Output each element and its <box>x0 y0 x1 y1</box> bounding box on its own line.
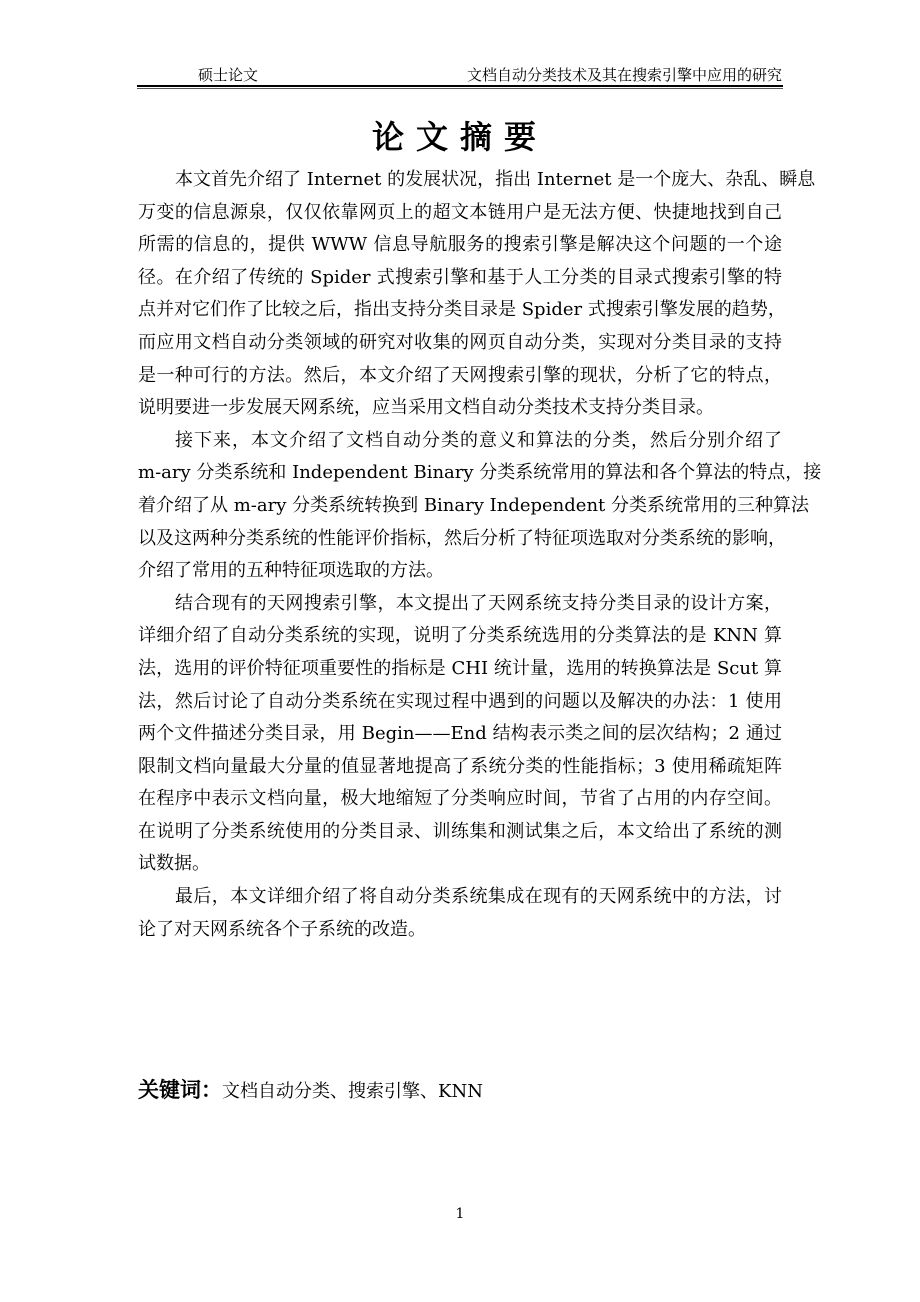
text-line: 说明要进一步发展天网系统，应当采用文档自动分类技术支持分类目录。 <box>138 397 714 419</box>
text-line: 以及这两种分类系统的性能评价指标，然后分析了特征项选取对分类系统的影响， <box>138 527 786 549</box>
text-line: 论了对天网系统各个子系统的改造。 <box>138 918 426 940</box>
text-line: m-ary 分类系统和 Independent Binary 分类系统常用的算法和各个算法的特点，接 <box>138 462 822 484</box>
text-line: 所需的信息的，提供 WWW 信息导航服务的搜索引擎是解决这个问题的一个途 <box>138 234 782 256</box>
paragraph <box>138 588 782 881</box>
text-line: 径。在介绍了传统的 Spider 式搜索引擎和基于人工分类的目录式搜索引擎的特 <box>138 266 782 288</box>
keywords-value: 文档自动分类、搜索引擎、KNN <box>222 1081 483 1102</box>
paragraph <box>138 881 782 946</box>
text-line: 本文首先介绍了 Internet 的发展状况，指出 Internet 是一个庞大、杂乱、瞬息 <box>175 169 816 190</box>
text-line: 在程序中表示文档向量，极大地缩短了分类响应时间，节省了占用的内存空间。 <box>138 788 782 810</box>
header-rule-thin <box>137 88 783 89</box>
keywords <box>138 1074 483 1104</box>
paragraph <box>138 425 822 588</box>
text-line: 结合现有的天网搜索引擎，本文提出了天网系统支持分类目录的设计方案， <box>175 592 782 614</box>
header-left: 硕士论文 <box>198 66 259 84</box>
header-rule <box>137 85 783 87</box>
page-number: 1 <box>455 1206 465 1222</box>
text-line: 两个文件描述分类目录，用 Begin——End 结构表示类之间的层次结构；2 通过 <box>138 723 782 745</box>
abstract-body <box>138 164 822 946</box>
keywords-label: 关键词： <box>138 1078 222 1102</box>
text-line: 是一种可行的方法。然后，本文介绍了天网搜索引擎的现状，分析了它的特点， <box>138 364 782 386</box>
text-line: 而应用文档自动分类领域的研究对收集的网页自动分类，实现对分类目录的支持 <box>138 331 782 353</box>
text-line: 万变的信息源泉，仅仅依靠网页上的超文本链用户是无法方便、快捷地找到自己 <box>138 201 782 223</box>
text-line: 点并对它们作了比较之后，指出支持分类目录是 Spider 式搜索引擎发展的趋势， <box>138 299 786 321</box>
text-line: 介绍了常用的五种特征项选取的方法。 <box>138 560 444 582</box>
text-line: 在说明了分类系统使用的分类目录、训练集和测试集之后，本文给出了系统的测 <box>138 820 782 842</box>
page-title: 论文摘要 <box>371 118 548 156</box>
text-line: 法，选用的评价特征项重要性的指标是 CHI 统计量，选用的转换算法是 Scut 算 <box>138 657 782 679</box>
text-line: 试数据。 <box>138 853 210 875</box>
paragraph <box>138 164 816 425</box>
text-line: 限制文档向量最大分量的值显著地提高了系统分类的性能指标；3 使用稀疏矩阵 <box>138 755 782 777</box>
text-line: 接下来，本文介绍了文档自动分类的意义和算法的分类，然后分别介绍了 <box>175 429 782 451</box>
header-right: 文档自动分类技术及其在搜索引擎中应用的研究 <box>466 66 782 84</box>
text-line: 着介绍了从 m-ary 分类系统转换到 Binary Independent 分类系统常用的三种算法 <box>138 494 809 516</box>
text-line: 最后，本文详细介绍了将自动分类系统集成在现有的天网系统中的方法，讨 <box>175 886 782 908</box>
text-line: 详细介绍了自动分类系统的实现，说明了分类系统选用的分类算法的是 KNN 算 <box>138 625 782 647</box>
text-line: 法，然后讨论了自动分类系统在实现过程中遇到的问题以及解决的办法：1 使用 <box>138 690 782 712</box>
